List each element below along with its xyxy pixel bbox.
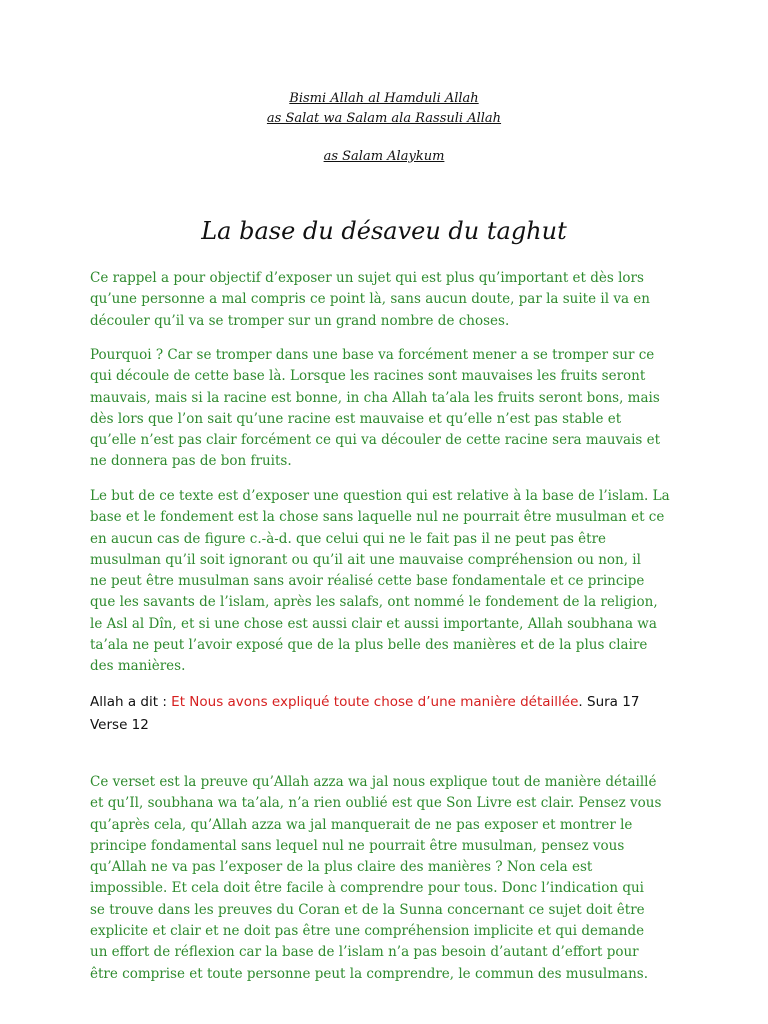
verse-line-2: Verse 12 [90, 717, 149, 733]
paragraph-line: un effort de réflexion car la base de l’islam n’a pas besoin d’autant d’effort pour [90, 944, 639, 961]
verse-line-1 [90, 691, 690, 714]
paragraph-line: et qu’Il, soubhana wa ta’ala, n’a rien oublié est que Son Livre est clair. Pensez vous [90, 795, 662, 812]
verse-quote: Et Nous avons expliqué toute chose d’une manière détaillée [171, 694, 579, 710]
paragraph-4 [90, 772, 690, 985]
paragraph-line: explicite et clair et ne doit pas être une compréhension implicite et qui demande [90, 923, 645, 940]
paragraph-line: qu’elle n’est pas clair forcément ce qui va découler de cette racine sera mauvais et [90, 432, 661, 449]
paragraph-line: qui découle de cette base là. Lorsque les racines sont mauvaises les fruits seront [90, 368, 646, 385]
paragraph-line: ne donnera pas de bon fruits. [90, 453, 292, 470]
paragraph-line: dès lors que l’on sait qu’une racine est mauvaise et qu’elle n’est pas stable et [90, 410, 622, 427]
paragraph-2 [90, 345, 690, 473]
paragraph-line: principe fondamental sans lequel nul ne pourrait être musulman, pensez vous [90, 837, 625, 854]
paragraph-line: qu’après cela, qu’Allah azza wa jal manquerait de ne pas exposer et montrer le [90, 816, 633, 833]
verse-citation [90, 691, 690, 737]
paragraph-line: musulman qu’il soit ignorant ou qu’il ait une mauvaise compréhension ou non, il [90, 551, 641, 568]
paragraph-3 [90, 486, 690, 678]
header-line-bismillah: Bismi Allah al Hamduli Allah [289, 91, 479, 106]
paragraph-line: être comprise et toute personne peut la comprendre, le commun des musulmans. [90, 965, 648, 982]
paragraph-line: découler qu’il va se tromper sur un grand nombre de choses. [90, 312, 510, 329]
paragraph-line: se trouve dans les preuves du Coran et de la Sunna concernant ce sujet doit être [90, 901, 645, 918]
paragraph-line: qu’Allah ne va pas l’exposer de la plus claire des manières ? Non cela est [90, 859, 593, 876]
header-line-salam: as Salam Alaykum [323, 149, 445, 164]
paragraph-line: Pourquoi ? Car se tromper dans une base va forcément mener a se tromper sur ce [90, 347, 655, 363]
paragraph-line: des manières. [90, 658, 186, 675]
paragraph-line: le Asl al Dîn, et si une chose est aussi clair et aussi importante, Allah soubhana wa [90, 615, 657, 632]
verse-prefix: Allah a dit : [90, 694, 172, 710]
paragraph-line: ta’ala ne peut l’avoir exposé que de la plus belle des manières et de la plus claire [90, 637, 648, 654]
paragraph-line: en aucun cas de figure c.-à-d. que celui qui ne le fait pas il ne peut pas être [90, 530, 607, 547]
header-line-salat: as Salat wa Salam ala Rassuli Allah [266, 111, 502, 126]
paragraph-line: mauvais, mais si la racine est bonne, in cha Allah ta’ala les fruits seront bons, mais [90, 389, 660, 406]
paragraph-1 [90, 268, 690, 332]
document-title: La base du désaveu du taghut [201, 217, 567, 245]
paragraph-line: Ce verset est la preuve qu’Allah azza wa jal nous explique tout de manière détaillé [90, 774, 657, 790]
paragraph-line: que les savants de l’islam, après les salafs, ont nommé le fondement de la religion, [90, 594, 658, 611]
paragraph-line: impossible. Et cela doit être facile à comprendre pour tous. Donc l’indication qui [90, 880, 644, 897]
paragraph-line: ne peut être musulman sans avoir réalisé cette base fondamentale et ce principe [90, 573, 645, 590]
paragraph-line: base et le fondement est la chose sans laquelle nul ne pourrait être musulman et ce [90, 509, 665, 526]
paragraph-line: Le but de ce texte est d’exposer une question qui est relative à la base de l’islam. La [90, 488, 670, 504]
paragraph-line: qu’une personne a mal compris ce point là, sans aucun doute, par la suite il va en [90, 291, 650, 308]
verse-reference: . Sura 17 [578, 694, 640, 710]
paragraph-line: Ce rappel a pour objectif d’exposer un sujet qui est plus qu’important et dès lors [90, 270, 644, 286]
